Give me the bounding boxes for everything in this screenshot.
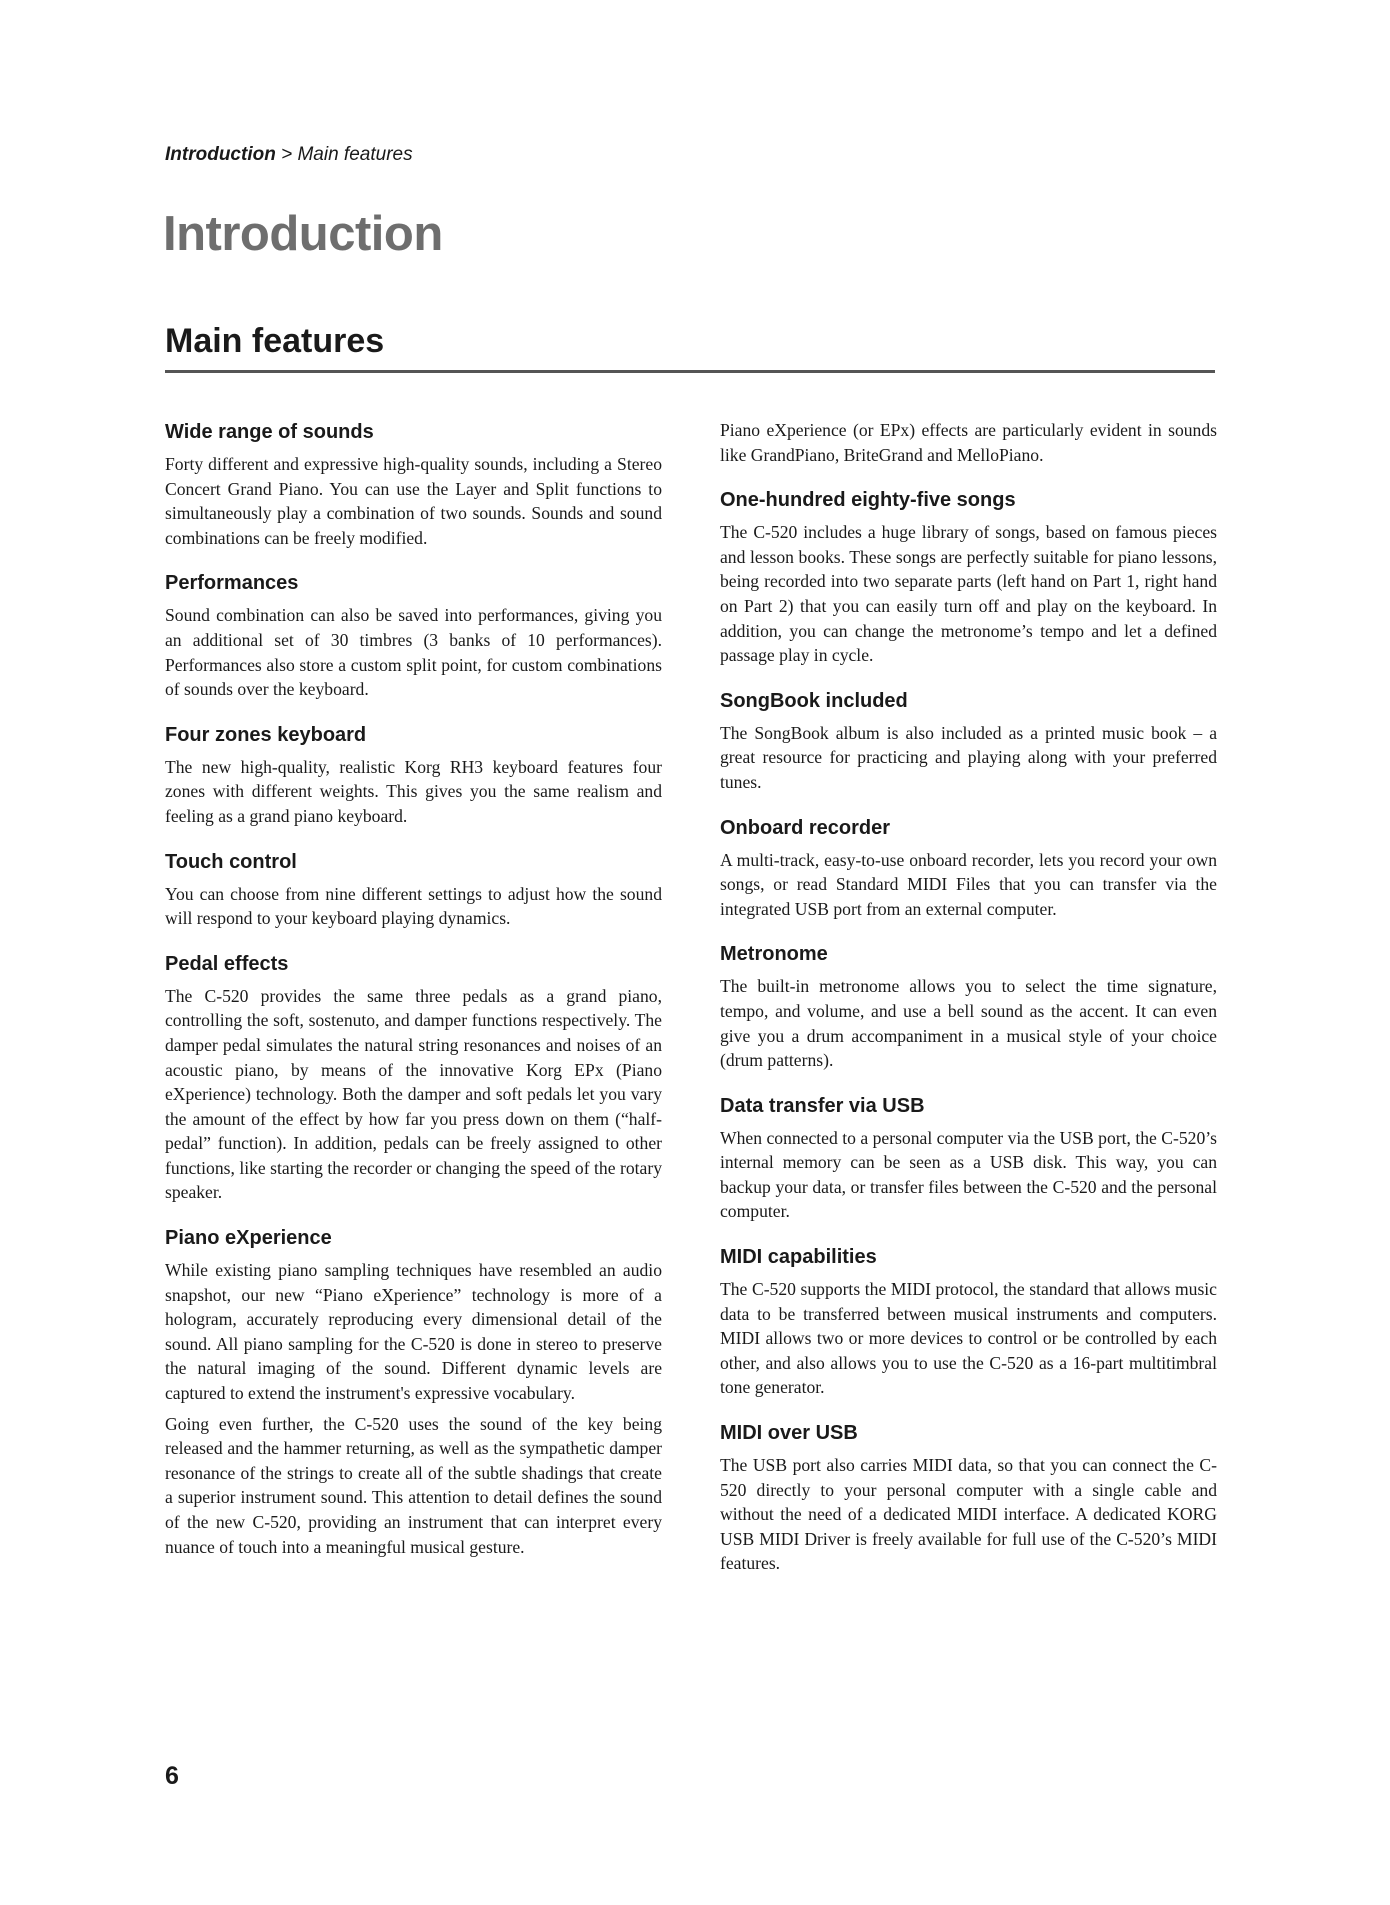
feature-data-transfer-usb <box>720 1092 1217 1224</box>
feature-heading: Wide range of sounds <box>165 421 374 443</box>
feature-text: The C-520 includes a huge library of songs, based on famous pieces and lesson books. These songs are perfectly suitable for piano lessons, being recorded into two separate parts (left hand on Part 1, right hand on Part 2) that you can easily turn off and play on the keyboard. In addition, you can change the metronome’s tempo and let a defined passage play in cycle. <box>720 522 1217 666</box>
right-column <box>720 418 1217 1595</box>
feature-text: Piano eXperience (or EPx) effects are particularly evident in sounds like GrandPiano, BriteGrand and MelloPiano. <box>720 420 1217 465</box>
feature-wide-range-of-sounds <box>165 418 662 550</box>
feature-heading: Pedal effects <box>165 952 289 975</box>
breadcrumb-page: Main features <box>297 144 413 165</box>
breadcrumb-section: Introduction <box>165 144 276 165</box>
feature-heading: Metronome <box>720 943 828 966</box>
feature-heading: One-hundred eighty-five songs <box>720 489 1016 512</box>
feature-heading: MIDI over USB <box>720 1422 858 1445</box>
feature-text: While existing piano sampling techniques have resembled an audio snapshot, our new “Piano eXperience” technology is more of a hologram, accurately reproducing every dimensional detail of the sound. All piano sampling for the C-520 is done in stereo to preserve the natural imaging of the sound. Different dynamic levels are captured to extend the instrument's expressive vocabulary. <box>165 1260 662 1404</box>
feature-touch-control <box>165 848 662 931</box>
feature-heading: Piano eXperience <box>165 1227 332 1250</box>
section-divider <box>165 370 1215 373</box>
feature-text: You can choose from nine different settings to adjust how the sound will respond to your keyboard playing dynamics. <box>165 883 662 929</box>
feature-heading: Four zones keyboard <box>165 723 367 746</box>
feature-text: Forty different and expressive high-quality sounds, including a Stereo Concert Grand Piano. You can use the Layer and Split functions to simultaneously play a combination of two sounds. Sounds and sound combinations can be freely modified. <box>165 454 662 548</box>
feature-pedal-effects <box>165 950 662 1205</box>
feature-midi-capabilities <box>720 1243 1217 1400</box>
feature-heading: SongBook included <box>720 689 908 712</box>
feature-text: When connected to a personal computer via the USB port, the C-520’s internal memory can be seen as a USB disk. This way, you can backup your data, or transfer files between the C-520 and the personal computer. <box>720 1127 1217 1222</box>
feature-text: The built-in metronome allows you to select the time signature, tempo, and volume, and use a bell sound as the accent. It can even give you a drum accompaniment in a musical style of your choice (drum patterns). <box>720 976 1217 1071</box>
section-title: Main features <box>165 322 385 360</box>
feature-text: The C-520 provides the same three pedals as a grand piano, controlling the soft, sostenuto, and damper functions respectively. The damper pedal simulates the natural string resonances and noises of an acoustic piano, by means of the innovative Korg EPx (Piano eXperience) technology. Both the damper and soft pedals let you vary the amount of the effect by how far you press down on them (“half-pedal” function). In addition, pedals can be freely assigned to other functions, like starting the recorder or changing the speed of the rotary speaker. <box>165 985 662 1203</box>
feature-metronome <box>720 940 1217 1072</box>
feature-text: A multi-track, easy-to-use onboard recorder, lets you record your own songs, or read Standard MIDI Files that you can transfer via the integrated USB port from an external computer. <box>720 849 1217 919</box>
feature-piano-experience <box>165 1224 662 1559</box>
feature-heading: Data transfer via USB <box>720 1094 925 1117</box>
feature-heading: MIDI capabilities <box>720 1246 877 1269</box>
feature-onboard-recorder <box>720 814 1217 922</box>
page-number: 6 <box>165 1762 179 1790</box>
breadcrumb <box>165 144 413 166</box>
feature-text: The USB port also carries MIDI data, so that you can connect the C-520 directly to your personal computer with a single cable and without the need of a dedicated MIDI interface. A dedicated KORG USB MIDI Driver is freely available for full use of the C-520’s MIDI features. <box>720 1455 1217 1574</box>
feature-songbook <box>720 687 1217 795</box>
feature-piano-experience-continued <box>720 418 1217 467</box>
chapter-title: Introduction <box>163 207 443 261</box>
left-column <box>165 418 662 1578</box>
breadcrumb-separator: > <box>275 144 298 165</box>
feature-text: The C-520 supports the MIDI protocol, the standard that allows music data to be transferred between musical instruments and computers. MIDI allows two or more devices to control or be controlled by each other, and also allows you to use the C-520 as a 16-part multitimbral tone generator. <box>720 1279 1217 1398</box>
feature-four-zones-keyboard <box>165 721 662 829</box>
feature-heading: Onboard recorder <box>720 816 891 839</box>
feature-text: The SongBook album is also included as a printed music book – a great resource for practicing and playing along with your preferred tunes. <box>720 722 1217 792</box>
feature-heading: Performances <box>165 572 299 595</box>
feature-text: Going even further, the C-520 uses the sound of the key being released and the hammer returning, as well as the sympathetic damper resonance of the strings to create all of the subtle shadings that create a superior instrument sound. This attention to detail defines the sound of the new C-520, providing an instrument that can interpret every nuance of touch into a meaningful musical gesture. <box>165 1413 662 1557</box>
feature-heading: Touch control <box>165 850 297 873</box>
feature-songs <box>720 486 1217 668</box>
feature-text: Sound combination can also be saved into performances, giving you an additional set of 30 timbres (3 banks of 10 performances). Performances also store a custom split point, for custom combinations of sounds over the keyboard. <box>165 605 662 700</box>
feature-text: The new high-quality, realistic Korg RH3 keyboard features four zones with different weights. This gives you the same realism and feeling as a grand piano keyboard. <box>165 756 662 826</box>
feature-performances <box>165 569 662 701</box>
feature-midi-over-usb <box>720 1419 1217 1576</box>
